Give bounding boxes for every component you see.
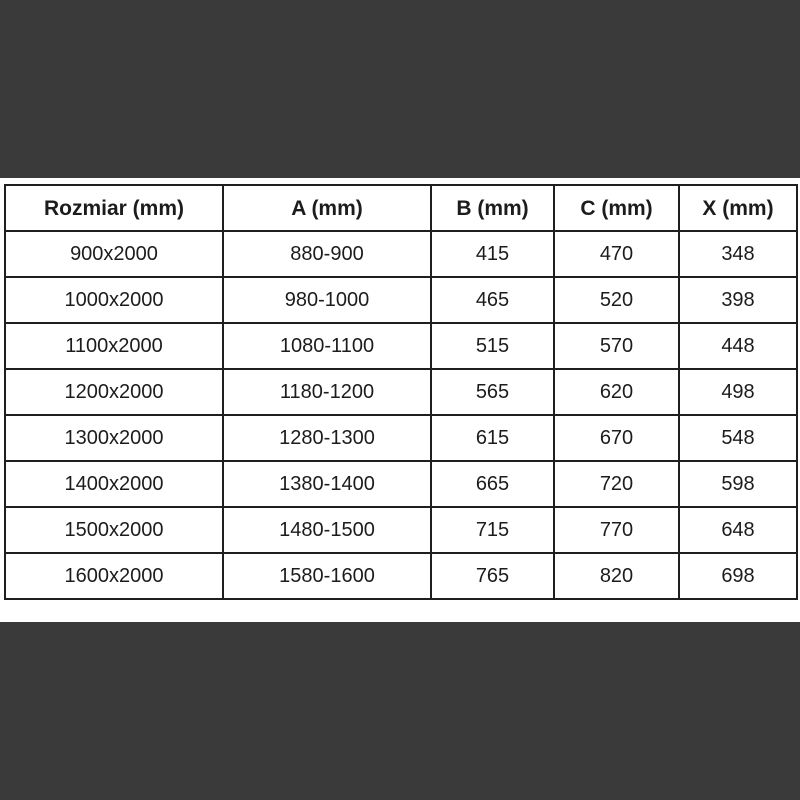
table-cell: 698: [679, 553, 797, 599]
table-cell: 880-900: [223, 231, 431, 277]
table-cell: 820: [554, 553, 679, 599]
table-cell: 1580-1600: [223, 553, 431, 599]
column-header: X (mm): [679, 185, 797, 231]
table-cell: 348: [679, 231, 797, 277]
table-cell: 1600x2000: [5, 553, 223, 599]
table-cell: 720: [554, 461, 679, 507]
table-body: [5, 231, 797, 599]
table-cell: 1080-1100: [223, 323, 431, 369]
table-cell: 465: [431, 277, 554, 323]
column-header: B (mm): [431, 185, 554, 231]
table-cell: 398: [679, 277, 797, 323]
table-cell: 1380-1400: [223, 461, 431, 507]
table-cell: 715: [431, 507, 554, 553]
table-cell: 1480-1500: [223, 507, 431, 553]
table-cell: 1180-1200: [223, 369, 431, 415]
table-row: [5, 553, 797, 599]
column-header: Rozmiar (mm): [5, 185, 223, 231]
table-cell: 498: [679, 369, 797, 415]
table-cell: 615: [431, 415, 554, 461]
table-row: [5, 507, 797, 553]
table-cell: 415: [431, 231, 554, 277]
table-cell: 665: [431, 461, 554, 507]
table-cell: 1300x2000: [5, 415, 223, 461]
table-cell: 900x2000: [5, 231, 223, 277]
table-cell: 515: [431, 323, 554, 369]
table-cell: 565: [431, 369, 554, 415]
table-cell: 470: [554, 231, 679, 277]
table-row: [5, 323, 797, 369]
table-cell: 1100x2000: [5, 323, 223, 369]
table-cell: 1280-1300: [223, 415, 431, 461]
table-row: [5, 415, 797, 461]
table-cell: 520: [554, 277, 679, 323]
column-header: C (mm): [554, 185, 679, 231]
table-cell: 670: [554, 415, 679, 461]
table-row: [5, 369, 797, 415]
table-cell: 598: [679, 461, 797, 507]
table-cell: 1500x2000: [5, 507, 223, 553]
table-cell: 548: [679, 415, 797, 461]
table-header-row: [5, 185, 797, 231]
table-cell: 980-1000: [223, 277, 431, 323]
table-row: [5, 277, 797, 323]
table-cell: 1200x2000: [5, 369, 223, 415]
table-cell: 765: [431, 553, 554, 599]
column-header: A (mm): [223, 185, 431, 231]
table-row: [5, 231, 797, 277]
table-cell: 620: [554, 369, 679, 415]
table-cell: 1400x2000: [5, 461, 223, 507]
table-cell: 1000x2000: [5, 277, 223, 323]
table-cell: 570: [554, 323, 679, 369]
table-panel: [0, 178, 800, 622]
table-cell: 648: [679, 507, 797, 553]
size-spec-table: [4, 184, 798, 600]
table-cell: 770: [554, 507, 679, 553]
table-cell: 448: [679, 323, 797, 369]
table-row: [5, 461, 797, 507]
